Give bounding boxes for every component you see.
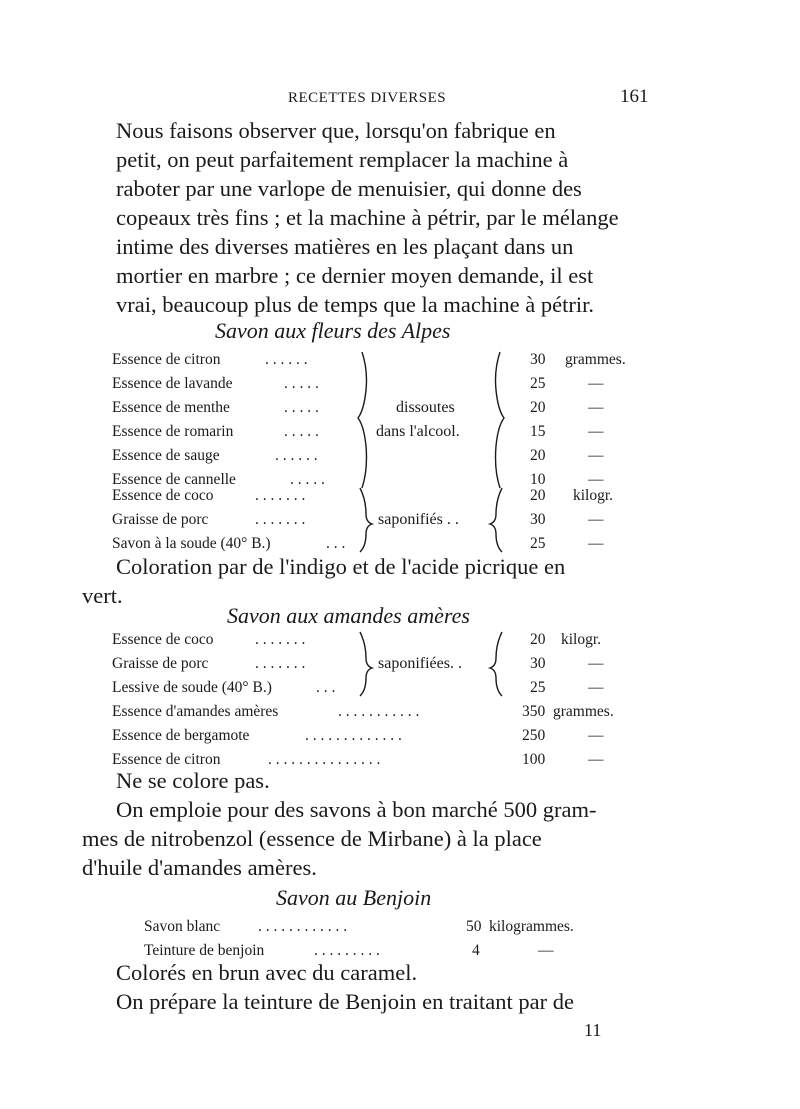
- group-note: dissoutes: [396, 399, 455, 416]
- text-line: Nous faisons observer que, lorsqu'on fabrique en: [116, 118, 556, 143]
- leader-dots: . . . . . .: [265, 351, 308, 368]
- text-line: vrai, beaucoup plus de temps que la machine à pétrir.: [116, 292, 594, 317]
- ingredient-qty: 30: [530, 351, 546, 368]
- ingredient-name: Essence de menthe: [112, 399, 230, 416]
- page-number: 161: [620, 86, 649, 107]
- leader-dots: . . . . . . . . . . . . . . .: [268, 751, 381, 768]
- text-line: mes de nitrobenzol (essence de Mirbane) à la place: [82, 826, 542, 851]
- ingredient-name: Graisse de porc: [112, 511, 209, 528]
- text-line: petit, on peut parfaitement remplacer la machine à: [116, 147, 569, 172]
- ingredient-unit: —: [588, 399, 604, 416]
- leader-dots: . . . . . . . . . . .: [338, 703, 420, 720]
- right-brace: [490, 488, 502, 552]
- ingredient-name: Essence de romarin: [112, 423, 234, 440]
- leader-dots: . . .: [316, 679, 336, 696]
- leader-dots: . . . . .: [290, 471, 325, 488]
- recipe-title: Savon aux fleurs des Alpes: [215, 318, 451, 343]
- ingredient-unit: —: [588, 447, 604, 464]
- text-line: mortier en marbre ; ce dernier moyen demande, il est: [116, 263, 594, 288]
- ingredient-unit: kilogr.: [573, 487, 614, 504]
- running-header: RECETTES DIVERSES: [288, 90, 447, 106]
- ingredient-name: Savon à la soude (40° B.): [112, 535, 271, 552]
- ingredient-name: Essence de cannelle: [112, 471, 236, 488]
- leader-dots: . . . . . . .: [255, 631, 306, 648]
- ingredient-qty: 25: [530, 375, 546, 392]
- left-brace: [358, 352, 367, 488]
- recipe-title: Savon aux amandes amères: [227, 603, 470, 628]
- right-brace: [490, 632, 502, 696]
- ingredient-qty: 20: [530, 631, 546, 648]
- ingredient-name: Teinture de benjoin: [144, 942, 265, 959]
- ingredient-name: Lessive de soude (40° B.): [112, 679, 272, 696]
- ingredient-unit: —: [588, 751, 604, 768]
- text-line: intime des diverses matières en les plaçant dans un: [116, 234, 574, 259]
- ingredient-unit: —: [538, 942, 554, 959]
- right-brace: [496, 352, 505, 488]
- leader-dots: . . . . . . .: [255, 511, 306, 528]
- recipe2-saponified: [0, 630, 800, 700]
- ingredient-unit: —: [588, 679, 604, 696]
- ingredient-qty: 100: [522, 751, 546, 768]
- ingredient-name: Essence de coco: [112, 487, 214, 504]
- leader-dots: . . . . .: [284, 375, 319, 392]
- ingredient-name: Essence de coco: [112, 631, 214, 648]
- recipe-title: Savon au Benjoin: [276, 885, 432, 910]
- leader-dots: . . . . . . . . .: [314, 942, 380, 959]
- ingredient-qty: 20: [530, 487, 546, 504]
- text-line: raboter par une varlope de menuisier, qui donne des: [116, 176, 582, 201]
- ingredient-name: Essence de bergamote: [112, 727, 250, 744]
- recipe2-essences: [0, 702, 800, 772]
- recipe1-color-note: [116, 552, 565, 581]
- ingredient-unit: kilogrammes.: [489, 918, 574, 935]
- leader-dots: . . . . . . .: [255, 487, 306, 504]
- ingredient-unit: —: [588, 471, 604, 488]
- ingredient-unit: —: [588, 655, 604, 672]
- group-note: saponifiées. .: [378, 655, 462, 672]
- text-line: Colorés en brun avec du caramel.: [116, 960, 418, 985]
- ingredient-qty: 25: [530, 679, 546, 696]
- leader-dots: . . . . . . .: [255, 655, 306, 672]
- ingredient-qty: 50: [466, 918, 482, 935]
- group-note: saponifiés . .: [378, 511, 459, 528]
- ingredient-name: Graisse de porc: [112, 655, 209, 672]
- ingredient-name: Savon blanc: [144, 918, 221, 935]
- ingredient-qty: 20: [530, 447, 546, 464]
- ingredient-unit: —: [588, 423, 604, 440]
- text-line: On prépare la teinture de Benjoin en traitant par de: [116, 989, 574, 1014]
- ingredient-qty: 4: [472, 942, 480, 959]
- ingredient-unit: grammes.: [565, 351, 626, 368]
- ingredient-name: Essence de citron: [112, 751, 221, 768]
- ingredient-name: Essence de citron: [112, 351, 221, 368]
- ingredient-qty: 10: [530, 471, 546, 488]
- ingredient-unit: —: [588, 727, 604, 744]
- ingredient-name: Essence de lavande: [112, 375, 233, 392]
- ingredient-qty: 20: [530, 399, 546, 416]
- ingredient-qty: 15: [530, 423, 546, 440]
- leader-dots: . . . . .: [284, 423, 319, 440]
- text-line: Ne se colore pas.: [116, 768, 270, 793]
- signature-mark: 11: [584, 1020, 602, 1040]
- ingredient-qty: 350: [522, 703, 546, 720]
- leader-dots: . . . . . . . . . . . .: [258, 918, 348, 935]
- text-line: copeaux très fins ; et la machine à pétrir, par le mélange: [116, 205, 619, 230]
- text-line: vert.: [82, 583, 123, 608]
- ingredient-name: Essence de sauge: [112, 447, 220, 464]
- leader-dots: . . .: [326, 535, 346, 552]
- group-note: dans l'alcool.: [376, 423, 460, 440]
- ingredient-unit: —: [588, 511, 604, 528]
- text-line: d'huile d'amandes amères.: [82, 855, 317, 880]
- ingredient-qty: 30: [530, 511, 546, 528]
- text-line: Coloration par de l'indigo et de l'acide picrique en: [116, 554, 566, 579]
- left-brace: [360, 488, 372, 552]
- left-brace: [360, 632, 372, 696]
- ingredient-unit: —: [588, 535, 604, 552]
- ingredient-unit: kilogr.: [561, 631, 602, 648]
- recipe1-color-note-cont: [82, 581, 123, 610]
- ingredient-qty: 30: [530, 655, 546, 672]
- ingredient-unit: —: [588, 375, 604, 392]
- ingredient-qty: 25: [530, 535, 546, 552]
- recipe1-saponified: [0, 486, 800, 556]
- ingredient-qty: 250: [522, 727, 546, 744]
- ingredient-name: Essence d'amandes amères: [112, 703, 279, 720]
- ingredient-unit: grammes.: [553, 703, 614, 720]
- leader-dots: . . . . .: [284, 399, 319, 416]
- text-line: On emploie pour des savons à bon marché 500 gram-: [116, 797, 597, 822]
- leader-dots: . . . . . .: [275, 447, 318, 464]
- leader-dots: . . . . . . . . . . . . .: [305, 727, 402, 744]
